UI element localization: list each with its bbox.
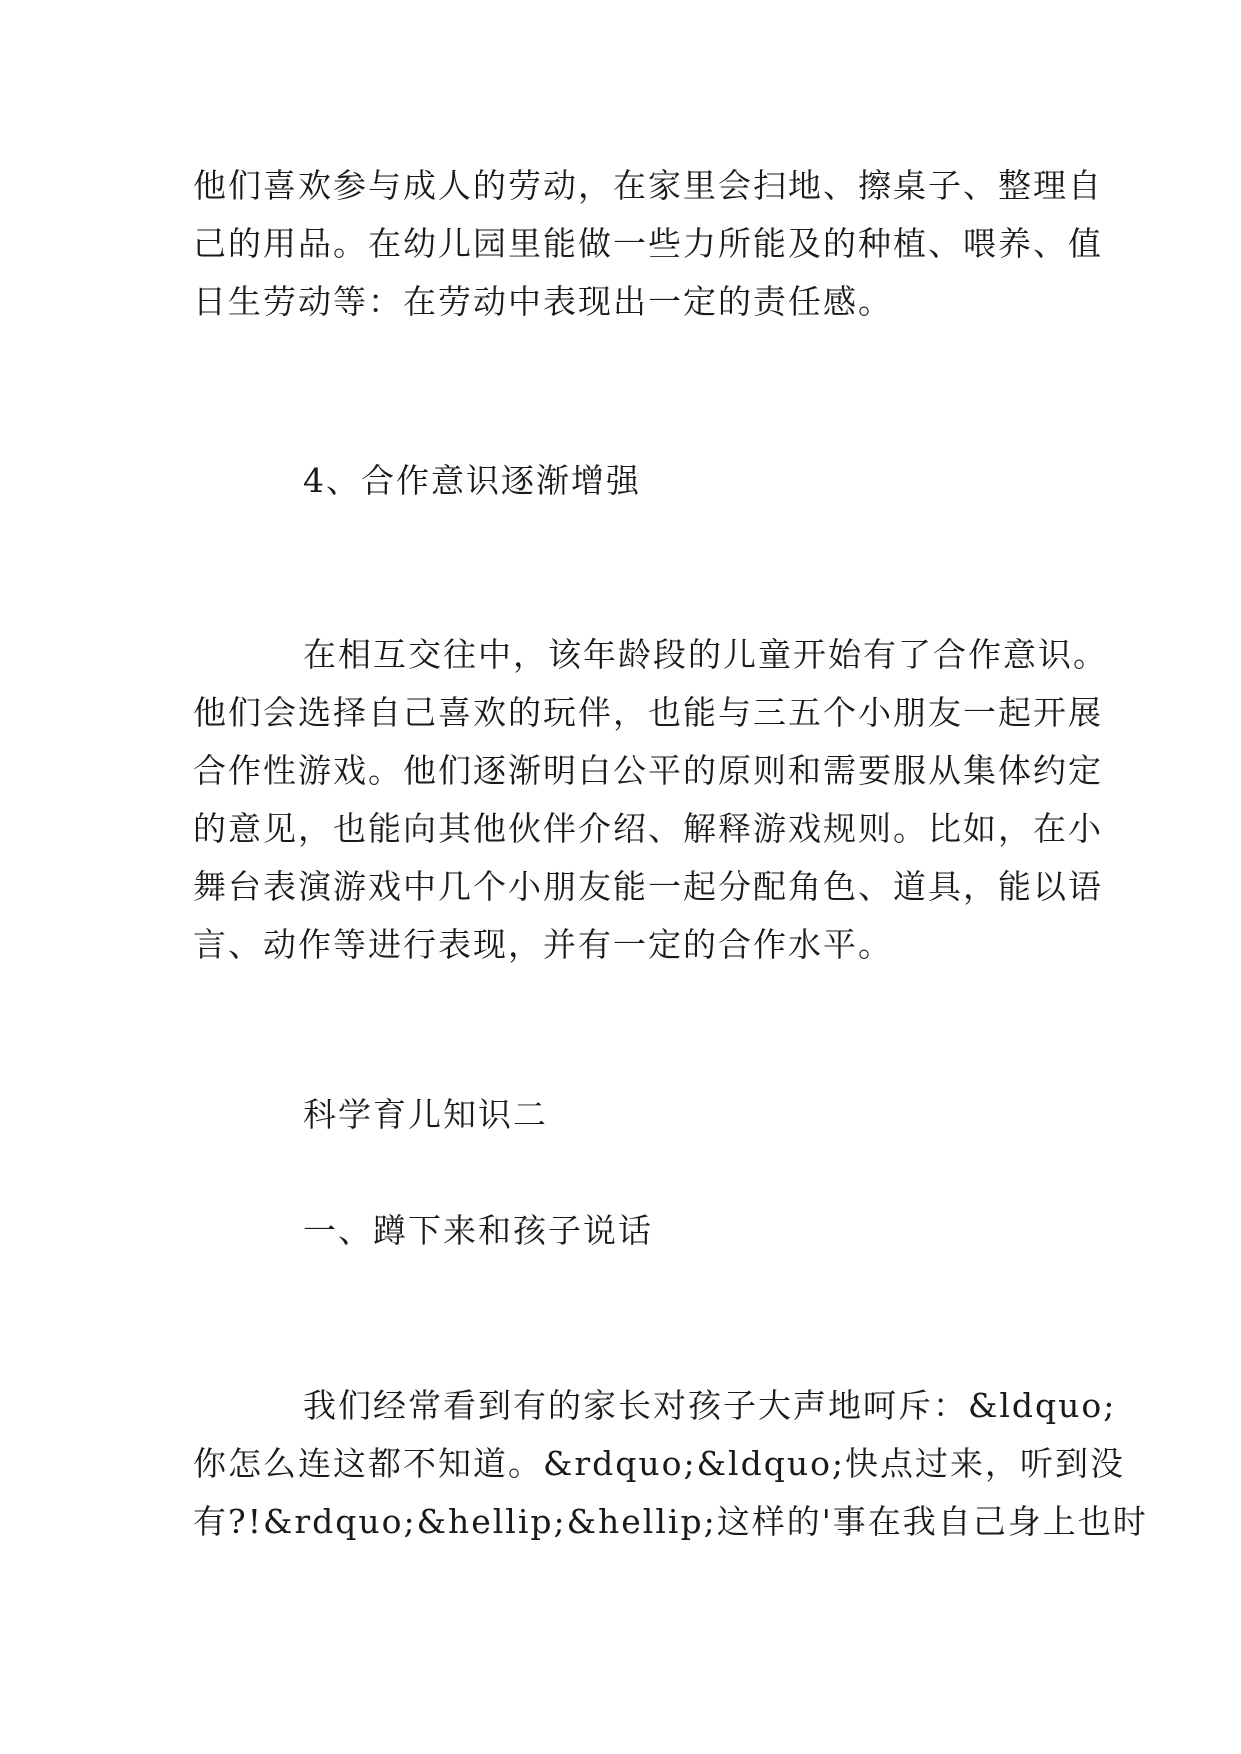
paragraph-line: 有?!&rdquo;&hellip;&hellip;这样的'事在我自己身上也时 [193, 1502, 1148, 1541]
paragraph-line: 他们会选择自己喜欢的玩伴，也能与三五个小朋友一起开展 [193, 693, 1103, 732]
paragraph-line: 言、动作等进行表现，并有一定的合作水平。 [193, 925, 893, 964]
paragraph-line: 你怎么连这都不知道。&rdquo;&ldquo;快点过来，听到没 [193, 1444, 1126, 1483]
paragraph-line: 合作性游戏。他们逐渐明白公平的原则和需要服从集体约定 [193, 751, 1103, 790]
section-heading: 4、合作意识逐渐增强 [303, 461, 641, 500]
paragraph-line: 他们喜欢参与成人的劳动，在家里会扫地、擦桌子、整理自 [193, 166, 1103, 205]
document-section-title: 科学育儿知识二 [303, 1095, 548, 1134]
paragraph-line: 舞台表演游戏中几个小朋友能一起分配角色、道具，能以语 [193, 867, 1103, 906]
paragraph-line: 在相互交往中，该年龄段的儿童开始有了合作意识。 [303, 635, 1108, 674]
subheading: 一、蹲下来和孩子说话 [303, 1211, 653, 1250]
paragraph-line: 我们经常看到有的家长对孩子大声地呵斥：&ldquo; [303, 1386, 1117, 1425]
paragraph-line: 的意见，也能向其他伙伴介绍、解释游戏规则。比如，在小 [193, 809, 1103, 848]
paragraph-line: 日生劳动等：在劳动中表现出一定的责任感。 [193, 282, 893, 321]
paragraph-line: 己的用品。在幼儿园里能做一些力所能及的种植、喂养、值 [193, 224, 1103, 263]
